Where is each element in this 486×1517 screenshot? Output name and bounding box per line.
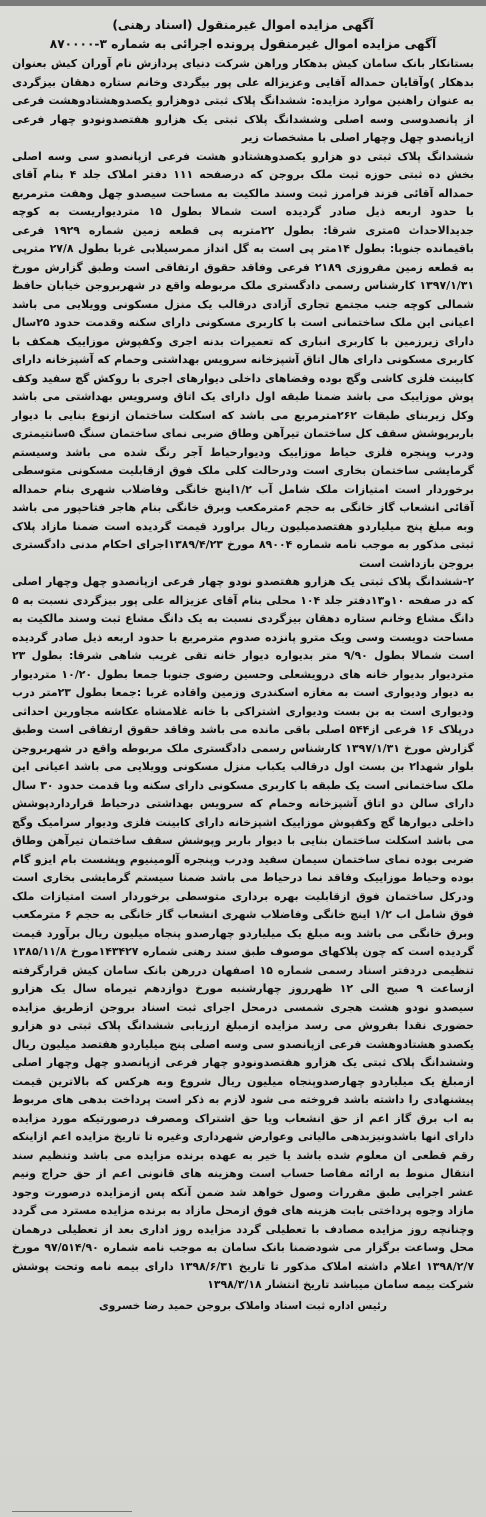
bottom-rule	[12, 1511, 132, 1512]
paragraph-parties: بستانکار بانک سامان کیش بدهکار وراهن شرکت دنیای پردازش نام آوران کیش بعنوان بدهکار )وآقایان حمداله آقایی وعزیزاله علی پور بیگردی وخانم ستاره دهقان بیزگردی به عنوان راهنین موارد مزایده: ششدانگ پلاک ثبتی دوهزارو یکصدوهشتادوهشت فرعی از پانصدوسی وسه اصلی وششدانگ پلاک ثبتی یک هزارو هفتصدونودو چهار فرعی ازپانصدو چهل وچهار اصلی با مشخصات زیر	[12, 57, 474, 144]
notice-body	[12, 55, 474, 1295]
top-border-strip	[0, 0, 486, 6]
notice-header	[12, 16, 474, 54]
notice-subtitle: آگهی مزایده اموال غیرمنقول پرونده اجرائی به شماره ۳-۸۷۰۰۰۰	[49, 37, 437, 51]
notice-title: آگهی مزایده اموال غیرمنقول (اسناد رهنی)	[112, 18, 374, 32]
paragraph-property-2: ۲-ششدانگ پلاک ثبتی یک هزارو هفتصدو نودو چهار فرعی ازپانصدو چهل وچهار اصلی که در صفحه ۱۰و۱۳دفتر جلد ۱۰۴ محلی بنام آقای عزیزاله علی پور بیزگردی نسبت به ۵ دانگ مشاع وخانم ستاره دهقان بیزگردی نسبت به یک دانگ مشاع ثبت وسند مالکیت به مساحت دویست وسی ویک مترو پانزده صدوم مترمربع با حدود اربعه ذیل صادر گردیده است شمالا بطول ۹/۹۰ متر بدیواره دیوار خانه تقی غریب شاهی شرقا: بطول ۲۳ متردیوار بدیوار خانه های درویشعلی وحسین رضوی جنوبا جمعا بطول ۱۰/۲۰ متردیوار به دیوار ودیواری است به مغازه اسکندری وزمین واقاده غربا :جمعا بطول ۲۳متر درب ودیواری است به بن بست ودیواری اشتراکی با خانه غلامشاه عکاشه مجاورین احداثی درپلاک ۱۶ فرعی از۵۴۴ اصلی باقی مانده می باشد وفاقد حقوق ارتفاقی است وطبق گزارش مورخ ۱۳۹۷/۱/۳۱ کارشناس رسمی دادگستری ملک مربوطه واقع در شهربروجن بلوار شهدا۲ بن بست اول درقالب یکباب منزل مسکونی وویلایی می باشد اعیانی این ملک ساختمانی است یک طبقه با کاربری مسکونی دارای سکنه وبا قدمت حدود ۳۰ سال دارای سالن دو اتاق آشپزخانه وحمام که سرویس بهداشتی درحیاط قرارداردپوشش داخلی دیوارها گچ وکفپوش موزاییک اشپزخانه دارای کابینت فلزی ودیوار سرامیک وگچ می باشد اسکلت ساختمان بنایی با دیوار باربر وپوشش سقف ساختمان تیرآهن وطاق ضربی بوده نمای ساختمان سیمان سفید ودرب وپنجره آلومینیوم وپشست بام ایزو گام بوده وحیاط موزاییک وفاقد نما درحیاط می باشد ضمنا سیستم گرمایشی بخاری است ودرکل ساختمان فوق ازقابلیت بهره برداری متوسطی برخوردار است امتیازات ملک فوق شامل اب ۱/۲ اینچ خانگی وفاضلاب شهری انشعاب گاز خانگی به حجم ۶ مترمکعب وبرق خانگی می باشد وبه مبلغ یک میلیاردو چهارصدو پنجاه میلیون ریال برآورد قیمت گردیده است که چون پلاکهای موصوف طبق سند رهنی شماره ۱۴۳۴۲۷مورخ ۱۳۸۵/۱۱/۸ تنظیمی دردفتر اسناد رسمی شماره ۱۵ اصفهان دررهن بانک سامان کیش قرارگرفته ازساعت ۹ صبح الی ۱۲ ظهرروز چهارشنبه مورخ دوازدهم تیرماه سال یک هزارو سیصدو نودو هشت هجری شمسی درمحل اجرای ثبت اسناد بروجن ازطریق مزایده حضوری نقدا بفروش می رسد مزایده ازمبلغ ارزیابی ششدانگ پلاک ثبتی دو هزارو یکصدو هشتادوهشت فرعی ازپانصدو سی وسه اصلی پنج میلیاردو هفتصد میلیون ریال وششدانگ پلاک ثبتی یک هزارو هفتصدونودو چهار فرعی ازپانصدو چهل وچهار اصلی ازمبلغ یک میلیاردو چهارصدوپنجاه میلیون ریال شروع وبه هرکس که بالاترین قیمت پیشنهادی را داشته باشد فروخته می شود لازم به ذکر است پرداخت بدهی های مربوط به اب برق گاز اعم از حق انشعاب ویا حق اشتراک ومصرف درصورتیکه مورد مزایده دارای انها باشدونیزبدهی مالیاتی وعوارض شهرداری وغیره تا تاریخ مزایده اعم ازاینکه رقم قطعی ان معلوم شده باشد یا خیر به عهده برنده مزایده می باشد وتنظیم سند انتقال منوط به ارائه مفاصا حساب است وهزینه های قانونی اعم از حق حراج ونیم عشر اجرایی طبق مقررات وصول خواهد شد ضمن آنکه پس ازمزایده درصورت وجود مازاد وجوه پرداختی بابت هزینه های فوق ازمحل مازاد به برنده مزایده مسترد می گردد وچنانچه روز مزایده مصادف با تعطیلی گردد مزایده روز اداری بعد از تعطیلی درهمان محل وساعت برگزار می شودضمنا بانک سامان به موجب نامه شماره ۹۷/۵۱۴/۹۰ مورخ ۱۳۹۸/۲/۷ اعلام داشته املاک مذکور تا تاریخ ۱۳۹۸/۶/۳۱ دارای بیمه نامه وتحت پوشش شرکت بیمه سامان میباشد تاریخ انتشار ۱۳۹۸/۳/۱۸	[12, 575, 475, 1291]
signature-line: رئیس اداره ثبت اسناد واملاک بروجن حمید رضا خسروی	[98, 1299, 388, 1312]
paragraph-property-1: ششدانگ پلاک ثبتی دو هزارو یکصدوهشتادو هشت فرعی ازپانصدو سی وسه اصلی بخش ده ثبتی حوزه ثبت ملک بروجن که درصفحه ۱۱۱ دفتر املاک جلد ۴ بنام آقای حمداله آقائی فزند فرامرز ثبت وسند مالکیت به مساحت سیصدو چهل وهفت مترمربع با حدود اربعه ذیل صادر گردیده است شمالا بطول ۱۵ متردیواریست به کوچه جدیدالاحداث ۵متری شرقا: بطول ۲۲متربه پی قطعه زمین شماره ۱۹۲۹ فرعی باقیمانده جنوبا: بطول ۱۴متر پی است به گل انداز ممرسیلابی غربا بطول ۲۷/۸ مترپی به قطعه زمین مفروزی ۲۱۸۹ فرعی وفاقد حقوق ارتفاقی است وطبق گزارش مورخ ۱۳۹۷/۱/۳۱ کارشناس رسمی دادگستری ملک مربوطه واقع در شهربروجن خیابان حافظ شمالی کوچه جنب مجتمع تجاری آزادی درقالب یک منزل مسکونی وویلایی می باشد اعیانی این ملک ساختمانی است با کاربری مسکونی دارای سکنه وقدمت حدود ۲۵سال دارای زیرزمین با کاربری انباری که تعمیرات بدنه اجری وکفپوش موزاییک همکف با کاربری مسکونی دارای هال اتاق آشپزخانه سرویس بهداشتی وحمام که آشپزخانه دارای کابینت فلزی کاشی وگچ بوده وفضاهای داخلی دیوارهای اجری با روکش گچ سفید وکف پوش موزاییک می باشد ضمنا طبقه اول دارای یک اتاق وسرویس بهداشتی می باشد وکل زیربنای طبقات ۲۶۲مترمربع می باشد که اسکلت ساختمان ازنوع بنایی با دیوار باربرپوشش سقف کل ساختمان تیرآهن وطاق ضربی نمای ساختمان سنگ ۵سانتیمتری ودرب وپنجره فلزی حیاط موزاییک ودیوارحیاط آجر رنگ شده می باشد وسیستم گرمایشی ساختمان بخاری است ودرحالت کلی ملک فوق ازقابلیت مسکونی متوسطی برخوردار است امتیازات ملک شامل آب ۱/۲اینچ خانگی وفاضلاب شهری بنام حمداله آقائی انشعاب گاز خانگی به حجم ۶مترمکعب وبرق خانگی بنام هاجر فتاحپور می باشد وبه مبلغ پنج میلیاردو هفتصدمیلیون ریال براورد قیمت گردیده است ضمنا مازاد پلاک ثبتی مذکور به موجب نامه شماره ۸۹۰۰۴ مورخ ۱۳۸۹/۴/۲۳اجرای احکام مدنی دادگستری بروجن بازداشت است	[12, 149, 475, 570]
